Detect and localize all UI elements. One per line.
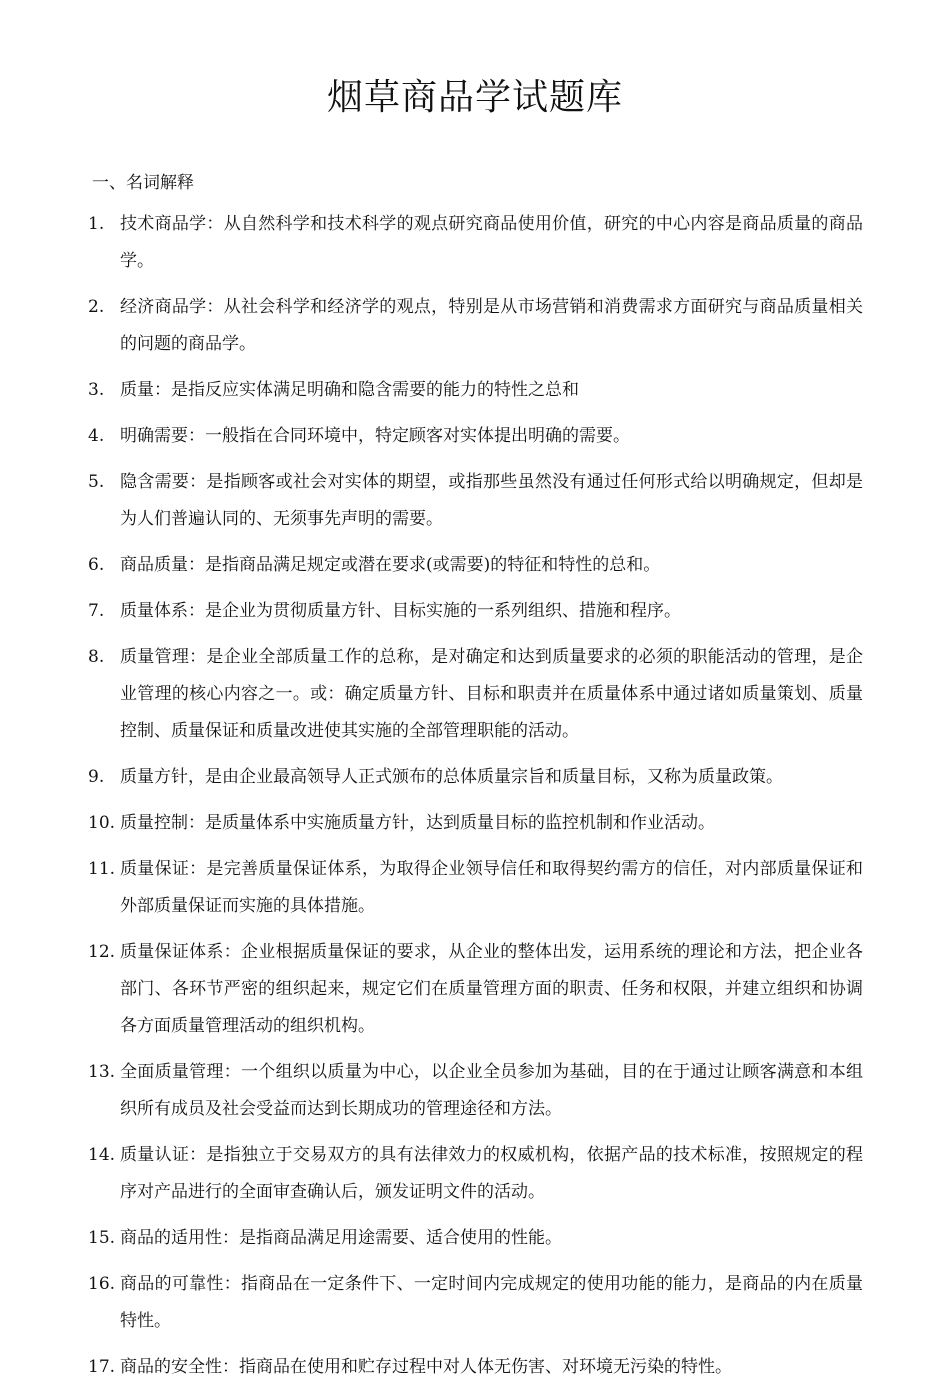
list-item (88, 593, 863, 630)
section-heading: 一、名词解释 (92, 173, 194, 193)
item-text: 隐含需要：是指顾客或社会对实体的期望，或指那些虽然没有通过任何形式给以明确规定，但却是为人们普遍认同的、无须事先声明的需要。 (120, 472, 863, 529)
item-number: 16. (88, 1274, 116, 1294)
list-item (88, 805, 863, 842)
definition-list (88, 206, 863, 1395)
list-item (88, 418, 863, 455)
list-item (88, 851, 863, 925)
item-text: 质量保证：是完善质量保证体系，为取得企业领导信任和取得契约需方的信任，对内部质量保证和外部质量保证而实施的具体措施。 (120, 859, 863, 916)
item-text: 质量体系：是企业为贯彻质量方针、目标实施的一系列组织、措施和程序。 (120, 601, 681, 621)
item-number: 7. (88, 601, 105, 621)
list-item (88, 759, 863, 796)
list-item (88, 547, 863, 584)
item-number: 17. (88, 1357, 116, 1377)
item-number: 11. (88, 859, 116, 879)
list-item (88, 1137, 863, 1211)
list-item (88, 206, 863, 280)
list-item (88, 1266, 863, 1340)
item-text: 商品的可靠性：指商品在一定条件下、一定时间内完成规定的使用功能的能力，是商品的内在质量特性。 (120, 1274, 863, 1331)
item-number: 6. (88, 555, 105, 575)
item-text: 技术商品学：从自然科学和技术科学的观点研究商品使用价值，研究的中心内容是商品质量的商品学。 (120, 214, 863, 271)
list-item (88, 1054, 863, 1128)
item-text: 经济商品学：从社会科学和经济学的观点，特别是从市场营销和消费需求方面研究与商品质量相关的问题的商品学。 (120, 297, 863, 354)
list-item (88, 289, 863, 363)
item-number: 10. (88, 813, 116, 833)
item-text: 质量控制：是质量体系中实施质量方针，达到质量目标的监控机制和作业活动。 (120, 813, 715, 833)
document-title: 烟草商品学试题库 (326, 77, 623, 118)
item-number: 14. (88, 1145, 116, 1165)
item-number: 15. (88, 1228, 116, 1248)
item-number: 5. (88, 472, 105, 492)
item-text: 质量管理：是企业全部质量工作的总称，是对确定和达到质量要求的必须的职能活动的管理，是企业管理的核心内容之一。或：确定质量方针、目标和职责并在质量体系中通过诸如质量策划、质量控制、质量保证和质量改进使其实施的全部管理职能的活动。 (120, 647, 863, 741)
item-number: 12. (88, 942, 116, 962)
item-number: 4. (88, 426, 105, 446)
list-item (88, 934, 863, 1045)
item-text: 商品的适用性：是指商品满足用途需要、适合使用的性能。 (120, 1228, 562, 1248)
list-item (88, 372, 863, 409)
item-text: 商品的安全性：指商品在使用和贮存过程中对人体无伤害、对环境无污染的特性。 (120, 1357, 732, 1377)
item-text: 质量方针，是由企业最高领导人正式颁布的总体质量宗旨和质量目标，又称为质量政策。 (120, 767, 783, 787)
item-text: 质量保证体系：企业根据质量保证的要求，从企业的整体出发，运用系统的理论和方法，把企业各部门、各环节严密的组织起来，规定它们在质量管理方面的职责、任务和权限，并建立组织和协调各方面质量管理活动的组织机构。 (120, 942, 863, 1036)
item-text: 全面质量管理：一个组织以质量为中心，以企业全员参加为基础，目的在于通过让顾客满意和本组织所有成员及社会受益而达到长期成功的管理途径和方法。 (120, 1062, 863, 1119)
item-number: 13. (88, 1062, 116, 1082)
item-text: 明确需要：一般指在合同环境中，特定顾客对实体提出明确的需要。 (120, 426, 630, 446)
list-item (88, 639, 863, 750)
item-number: 3. (88, 380, 105, 400)
item-number: 8. (88, 647, 105, 667)
item-number: 1. (88, 214, 105, 234)
list-item (88, 1220, 863, 1257)
item-number: 9. (88, 767, 105, 787)
item-text: 商品质量：是指商品满足规定或潜在要求(或需要)的特征和特性的总和。 (120, 555, 661, 575)
list-item (88, 1349, 863, 1386)
item-text: 质量认证：是指独立于交易双方的具有法律效力的权威机构，依据产品的技术标准，按照规定的程序对产品进行的全面审查确认后，颁发证明文件的活动。 (120, 1145, 863, 1202)
item-text: 质量：是指反应实体满足明确和隐含需要的能力的特性之总和 (120, 380, 579, 400)
list-item (88, 464, 863, 538)
item-number: 2. (88, 297, 105, 317)
